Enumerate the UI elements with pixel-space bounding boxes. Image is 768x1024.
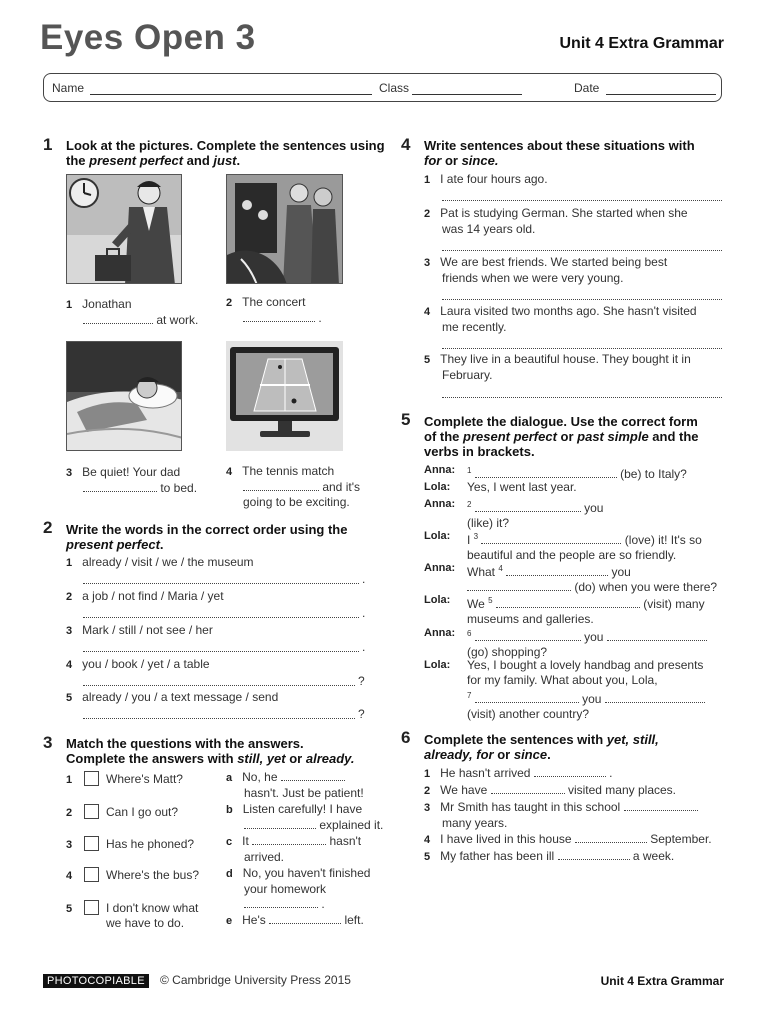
dialogue-line-1: $^1$ (be) to Italy?	[467, 466, 687, 481]
ex1-item-1: 1 Jonathan at work.	[66, 297, 199, 327]
concert-picture	[226, 174, 343, 284]
dialogue-blank-2[interactable]	[475, 501, 581, 512]
date-field[interactable]	[606, 94, 716, 95]
ex3-answer-a-blank[interactable]	[281, 770, 345, 781]
ex4-item-4-answer[interactable]	[442, 348, 722, 349]
ex3-answer-c: c It hasn't arrived.	[226, 834, 362, 864]
ex3-question-5: 5	[66, 903, 73, 915]
ex3-question-3-checkbox[interactable]	[84, 836, 99, 851]
exercise-6-number: 6	[401, 728, 411, 747]
dialogue-blank-7b[interactable]	[605, 692, 705, 703]
book-title: Eyes Open 3	[40, 18, 256, 57]
ex6-item-1: 1 He hasn't arrived .	[424, 766, 613, 780]
dialogue-blank-3[interactable]	[481, 533, 621, 544]
ex3-question-5-text: I don't know what we have to do.	[106, 901, 199, 930]
ex2-item-5: 5 already / you / a text message / send	[66, 690, 279, 704]
dialogue-blank-4[interactable]	[506, 565, 608, 576]
name-label: Name	[52, 81, 85, 95]
sleeping-man-picture	[66, 341, 182, 451]
ex3-question-3: 3	[66, 839, 73, 851]
photocopiable-badge: PHOTOCOPIABLE	[43, 974, 149, 988]
ex3-question-5-checkbox[interactable]	[84, 900, 99, 915]
ex4-item-3: 3 We are best friends. We started being best friends when we were very young.	[424, 255, 668, 285]
ex3-question-4: 4	[66, 870, 73, 882]
ex2-item-3-end: .	[362, 640, 366, 654]
ex6-item-1-blank[interactable]	[534, 766, 606, 777]
exercise-2-instruction: Write the words in the correct order using the present perfect.	[66, 522, 348, 552]
ex2-item-3: 3 Mark / still / not see / her	[66, 623, 213, 637]
name-field[interactable]	[90, 94, 372, 95]
ex3-answer-b: b Listen carefully! I have explained it.	[226, 802, 384, 832]
ex1-item-4-blank[interactable]	[243, 480, 319, 491]
dialogue-blank-4b[interactable]	[467, 580, 571, 591]
dialogue-speaker: Lola:	[424, 659, 451, 671]
ex2-item-2-end: .	[362, 606, 366, 620]
dialogue-blank-5[interactable]	[496, 597, 640, 608]
exercise-2-number: 2	[43, 518, 53, 537]
ex4-item-4: 4 Laura visited two months ago. She hasn't visited me recently.	[424, 304, 697, 334]
ex6-item-5: 5 My father has been ill a week.	[424, 849, 675, 863]
ex2-item-1-end: .	[362, 572, 366, 586]
ex2-item-4-end: ?	[358, 674, 365, 688]
date-label: Date	[574, 81, 600, 95]
dialogue-blank-6b[interactable]	[607, 630, 707, 641]
ex2-item-5-end: ?	[358, 707, 365, 721]
ex3-answer-a: a No, he hasn't. Just be patient!	[226, 770, 364, 800]
exercise-4-number: 4	[401, 135, 411, 154]
exercise-5-number: 5	[401, 410, 411, 429]
ex1-item-3-blank[interactable]	[83, 481, 157, 492]
dialogue-line-8: Yes, I bought a lovely handbag and presents for my family. What about you, Lola, $^7$ you (visit) another country?	[467, 658, 704, 721]
dialogue-line-6: We $^5$ (visit) many museums and galleries.	[467, 596, 705, 626]
ex2-item-2: 2 a job / not find / Maria / yet	[66, 589, 224, 603]
exercise-1-instruction: Look at the pictures. Complete the sentences using the present perfect and just.	[66, 138, 385, 168]
ex1-item-4: 4 The tennis match and it's going to be exciting.	[226, 464, 360, 509]
dialogue-speaker: Lola:	[424, 594, 451, 606]
ex3-answer-b-blank[interactable]	[244, 818, 316, 829]
ex3-question-3-text: Has he phoned?	[106, 837, 195, 851]
ex4-item-5: 5 They live in a beautiful house. They bought it in February.	[424, 352, 691, 382]
exercise-3-instruction: Match the questions with the answers. Complete the answers with still, yet or already.	[66, 736, 355, 766]
copyright-text: © Cambridge University Press 2015	[160, 973, 351, 987]
dialogue-line-3: $^2$ you (like) it?	[467, 500, 604, 530]
ex1-item-1-blank[interactable]	[83, 313, 153, 324]
ex4-item-3-answer[interactable]	[442, 299, 722, 300]
ex2-item-4-answer[interactable]	[83, 685, 355, 686]
ex6-item-2-blank[interactable]	[491, 783, 565, 794]
exercise-5-instruction: Complete the dialogue. Use the correct form of the present perfect or past simple and the verbs in brackets.	[424, 414, 699, 459]
ex2-item-4: 4 you / book / yet / a table	[66, 657, 210, 671]
dialogue-speaker: Anna:	[424, 464, 456, 476]
ex6-item-2: 2 We have visited many places.	[424, 783, 677, 797]
dialogue-blank-7[interactable]	[475, 692, 579, 703]
ex2-item-2-answer[interactable]	[83, 617, 359, 618]
dialogue-line-5: What $^4$ you (do) when you were there?	[467, 564, 718, 594]
tv-tennis-picture	[226, 341, 343, 451]
ex4-item-5-answer[interactable]	[442, 397, 722, 398]
dialogue-speaker: Anna:	[424, 498, 456, 510]
ex3-question-1-checkbox[interactable]	[84, 771, 99, 786]
businessman-picture	[66, 174, 182, 284]
dialogue-speaker: Anna:	[424, 627, 456, 639]
ex3-question-2: 2	[66, 807, 73, 819]
dialogue-blank-1[interactable]	[475, 467, 617, 478]
ex4-item-2-answer[interactable]	[442, 250, 722, 251]
dialogue-speaker: Lola:	[424, 481, 451, 493]
dialogue-speaker: Lola:	[424, 530, 451, 542]
ex2-item-3-answer[interactable]	[83, 651, 359, 652]
ex3-question-4-checkbox[interactable]	[84, 867, 99, 882]
dialogue-line-2: Yes, I went last year.	[467, 480, 577, 494]
class-field[interactable]	[412, 94, 522, 95]
ex3-question-1-text: Where's Matt?	[106, 772, 183, 786]
dialogue-speaker: Anna:	[424, 562, 456, 574]
class-label: Class	[379, 81, 410, 95]
ex3-answer-d-blank[interactable]	[244, 897, 318, 908]
exercise-4-instruction: Write sentences about these situations with for or since.	[424, 138, 695, 168]
ex2-item-5-answer[interactable]	[83, 718, 355, 719]
exercise-6-instruction: Complete the sentences with yet, still, already, for or since.	[424, 732, 659, 762]
student-info-box	[43, 73, 722, 102]
dialogue-blank-6[interactable]	[475, 630, 581, 641]
dialogue-line-4: I $^3$ (love) it! It's so beautiful and the people are so friendly.	[467, 532, 702, 562]
ex6-item-4-blank[interactable]	[575, 832, 647, 843]
ex3-question-1: 1	[66, 774, 73, 786]
ex3-answer-e-blank[interactable]	[269, 913, 341, 924]
ex6-item-5-blank[interactable]	[558, 849, 630, 860]
ex3-question-2-checkbox[interactable]	[84, 804, 99, 819]
ex3-question-2-text: Can I go out?	[106, 805, 179, 819]
ex3-answer-c-blank[interactable]	[252, 834, 326, 845]
ex6-item-4: 4 I have lived in this house September.	[424, 832, 712, 846]
exercise-3-number: 3	[43, 733, 53, 752]
ex4-item-1-answer[interactable]	[442, 200, 722, 201]
ex3-answer-e: e He's left.	[226, 913, 364, 927]
ex6-item-3-blank[interactable]	[624, 800, 698, 811]
unit-title: Unit 4 Extra Grammar	[559, 35, 724, 52]
footer-unit-title: Unit 4 Extra Grammar	[600, 974, 724, 988]
ex4-item-2: 2 Pat is studying German. She started when she was 14 years old.	[424, 206, 688, 236]
ex3-answer-d: d No, you haven't finished your homework .	[226, 866, 371, 911]
ex6-item-3: 3 Mr Smith has taught in this school many years.	[424, 800, 698, 831]
ex1-item-2-blank[interactable]	[243, 311, 315, 322]
ex1-item-2: 2 The concert .	[226, 295, 322, 325]
ex1-item-3: 3 Be quiet! Your dad to bed.	[66, 465, 198, 495]
ex2-item-1: 1 already / visit / we / the museum	[66, 555, 254, 569]
ex3-question-4-text: Where's the bus?	[106, 868, 200, 882]
ex2-item-1-answer[interactable]	[83, 583, 359, 584]
exercise-1-number: 1	[43, 135, 53, 154]
ex4-item-1: 1 I ate four hours ago.	[424, 172, 548, 186]
dialogue-line-7: $^6$ you (go) shopping?	[467, 626, 707, 660]
